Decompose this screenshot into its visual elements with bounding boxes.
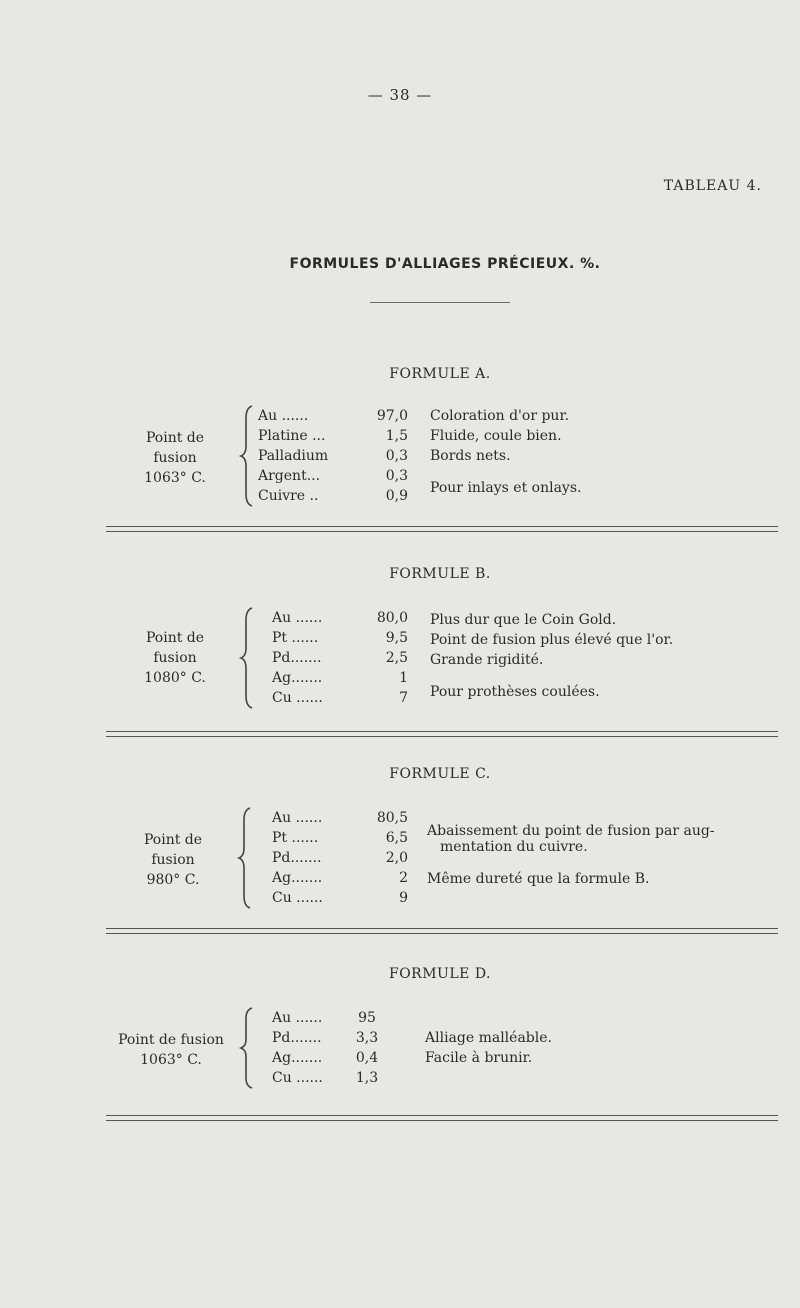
element-value: 1,3	[355, 1070, 379, 1086]
formula-note: Plus dur que le Coin Gold.	[430, 612, 617, 628]
page-number: — 38 —	[367, 86, 433, 104]
condition-line: 1080° C.	[144, 670, 206, 686]
formula-note: Fluide, coule bien.	[430, 428, 562, 444]
section-divider	[106, 731, 778, 737]
element-value: 1,5	[385, 428, 408, 444]
formula-note: Pour inlays et onlays.	[430, 480, 582, 496]
element-name: Ag.......	[272, 1050, 323, 1066]
element-name: Cu ......	[272, 1070, 323, 1086]
element-name: Platine ...	[258, 428, 326, 444]
formula-note: mentation du cuivre.	[440, 839, 588, 855]
element-name: Au ......	[258, 408, 309, 424]
condition-line: fusion	[151, 852, 195, 868]
element-name: Pd.......	[272, 1030, 322, 1046]
element-name: Cu ......	[272, 890, 323, 906]
formula-note: Pour prothèses coulées.	[430, 684, 600, 700]
element-value: 97,0	[376, 408, 408, 424]
condition-line: Point de	[145, 430, 205, 446]
element-name: Cuivre ..	[258, 488, 319, 504]
formula-a-title: FORMULE A.	[389, 366, 491, 382]
element-name: Pt ......	[272, 830, 319, 846]
element-value: 9	[399, 890, 408, 906]
formula-d-brace	[238, 1006, 258, 1090]
element-value: 9,5	[385, 630, 408, 646]
condition-line: 1063° C.	[144, 470, 206, 486]
condition-line: Point de	[145, 630, 205, 646]
condition-line: fusion	[153, 650, 197, 666]
formula-note: Point de fusion plus élevé que l'or.	[430, 632, 674, 648]
condition-line: 980° C.	[146, 872, 200, 888]
title-rule	[370, 302, 510, 303]
element-name: Ag.......	[272, 670, 323, 686]
element-name: Palladium	[258, 448, 329, 464]
element-value: 0,3	[385, 448, 408, 464]
element-value: 95	[358, 1010, 376, 1026]
element-value: 0,9	[385, 488, 408, 504]
section-divider	[106, 1115, 778, 1121]
formula-note: Alliage malléable.	[425, 1030, 552, 1046]
element-name: Au ......	[272, 810, 323, 826]
condition-line: 1063° C.	[140, 1052, 202, 1068]
formula-c-title: FORMULE C.	[389, 766, 491, 782]
formula-b-title: FORMULE B.	[389, 566, 491, 582]
formula-note: Grande rigidité.	[430, 652, 544, 668]
formula-note: Facile à brunir.	[425, 1050, 533, 1066]
formula-c-brace	[236, 806, 256, 910]
element-value: 6,5	[385, 830, 408, 846]
element-value: 2,0	[385, 850, 408, 866]
element-value: 80,0	[376, 610, 408, 626]
formula-note: Coloration d'or pur.	[430, 408, 570, 424]
condition-line: fusion	[153, 450, 197, 466]
element-value: 2,5	[385, 650, 408, 666]
element-name: Pt ......	[272, 630, 319, 646]
element-value: 2	[399, 870, 408, 886]
table-label: TABLEAU 4.	[663, 178, 762, 194]
element-name: Cu ......	[272, 690, 323, 706]
formula-d-title: FORMULE D.	[388, 966, 491, 982]
element-name: Pd.......	[272, 850, 322, 866]
element-value: 80,5	[376, 810, 408, 826]
element-name: Au ......	[272, 610, 323, 626]
element-name: Argent...	[258, 468, 321, 484]
element-value: 0,4	[355, 1050, 379, 1066]
element-name: Au ......	[272, 1010, 323, 1026]
condition-line: Point de fusion	[118, 1032, 224, 1048]
formula-b-brace	[238, 606, 258, 710]
element-value: 1	[399, 670, 408, 686]
main-title: FORMULES D'ALLIAGES PRÉCIEUX. %.	[289, 256, 601, 272]
element-name: Ag.......	[272, 870, 323, 886]
element-name: Pd.......	[272, 650, 322, 666]
formula-note: Abaissement du point de fusion par aug-	[427, 823, 715, 839]
condition-line: Point de	[143, 832, 203, 848]
element-value: 3,3	[355, 1030, 379, 1046]
section-divider	[106, 928, 778, 934]
formula-a-brace	[238, 404, 258, 508]
section-divider	[106, 526, 778, 532]
element-value: 0,3	[385, 468, 408, 484]
formula-note: Bords nets.	[430, 448, 511, 464]
formula-note: Même dureté que la formule B.	[427, 871, 650, 887]
element-value: 7	[399, 690, 408, 706]
